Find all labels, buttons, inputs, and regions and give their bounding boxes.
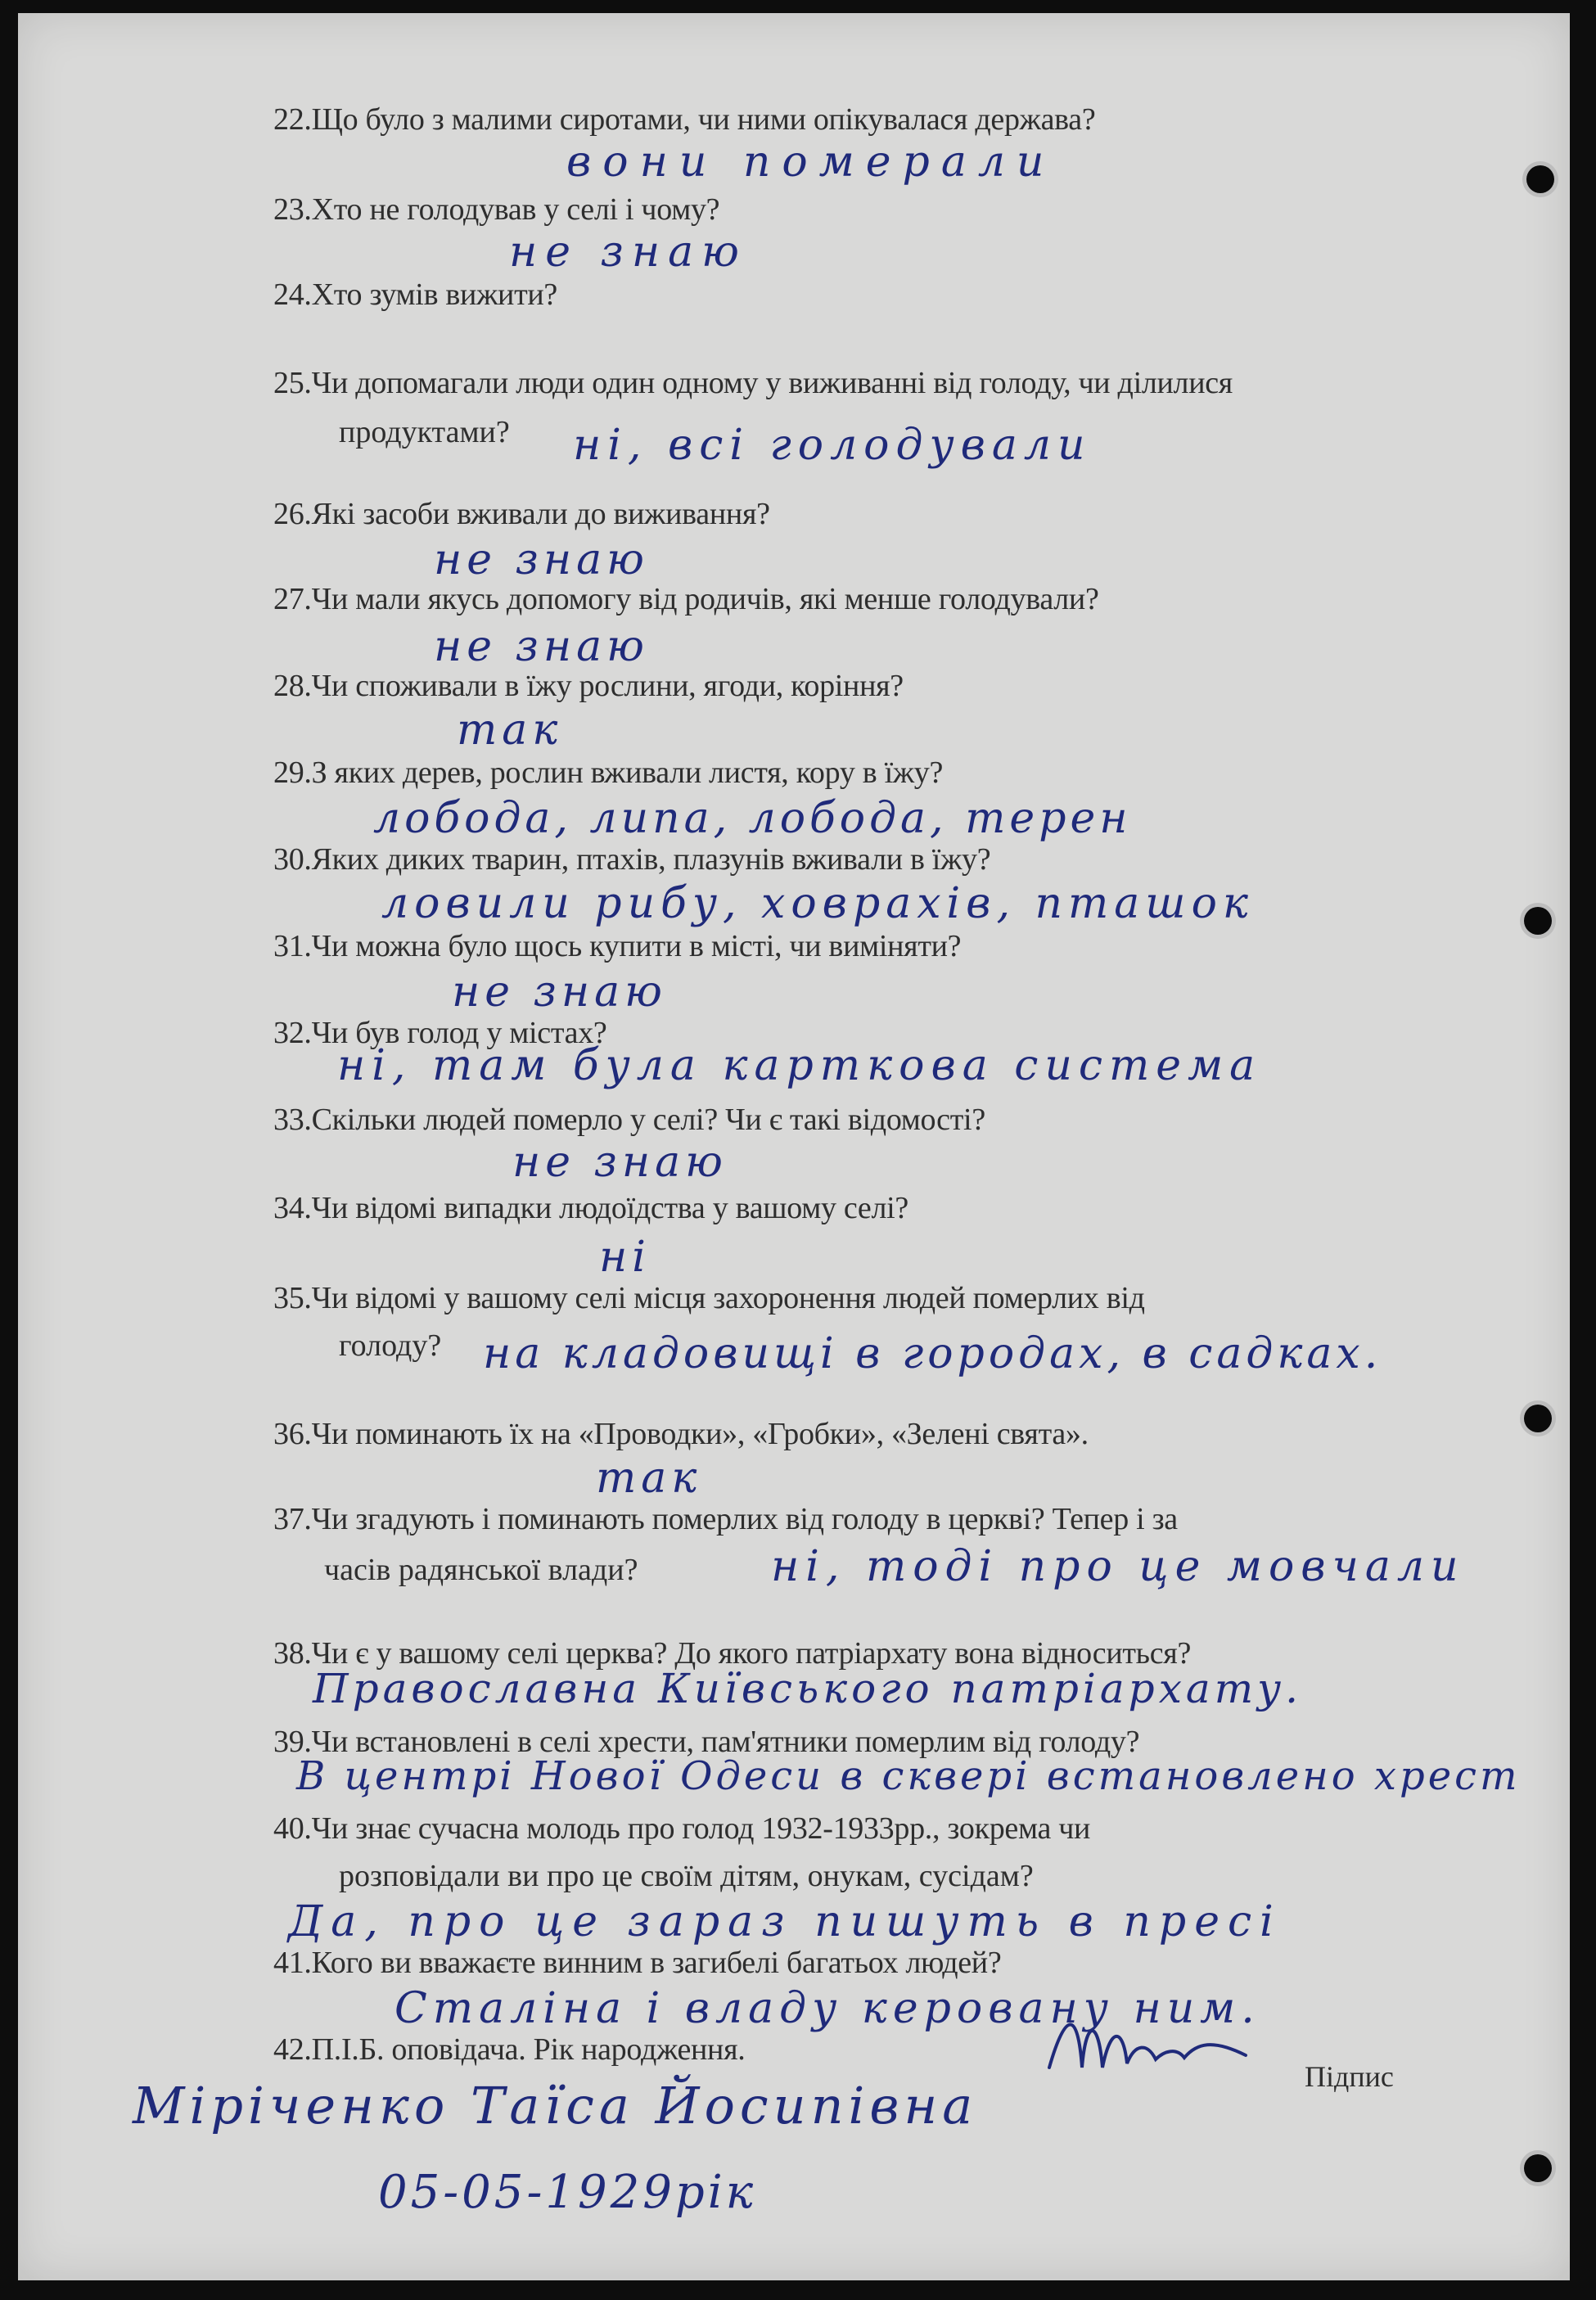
question-36: 36.Чи поминають їх на «Проводки», «Гробки», «Зелені свята».: [273, 1417, 1089, 1451]
answer-27: не знаю: [434, 622, 649, 671]
signature-mark: [1041, 1994, 1254, 2092]
answer-38: Православна Київського патріархату.: [313, 1665, 1303, 1712]
answer-40: Да, про це зараз пишуть в пресі: [288, 1897, 1282, 1946]
question-34: 34.Чи відомі випадки людоїдства у вашому селі?: [273, 1191, 908, 1225]
answer-41: Сталіна і владу керовану ним.: [394, 1984, 1260, 2033]
question-41: 41.Кого ви вважаєте винним в загибелі багатьох людей?: [273, 1946, 1002, 1980]
narrator-birth-date: 05-05-1929рік: [378, 2166, 757, 2219]
punch-hole: [1524, 907, 1552, 935]
question-31: 31.Чи можна було щось купити в місті, чи виміняти?: [273, 929, 962, 963]
punch-hole: [1526, 165, 1554, 193]
document-page: [18, 13, 1570, 2280]
answer-39: В центрі Нової Одеси в сквері встановлено хрест: [296, 1753, 1521, 1799]
question-40: 40.Чи знає сучасна молодь про голод 1932-1933рр., зокрема чи: [273, 1811, 1091, 1846]
question-30: 30.Яких диких тварин, птахів, плазунів вживали в їжу?: [273, 842, 991, 877]
question-27: 27.Чи мали якусь допомогу від родичів, які менше голодували?: [273, 582, 1099, 616]
question-25: 25.Чи допомагали люди один одному у виживанні від голоду, чи ділилися: [273, 366, 1233, 400]
question-24: 24.Хто зумів вижити?: [273, 277, 557, 312]
question-40-continuation: розповідали ви про це своїм дітям, онукам, сусідам?: [339, 1859, 1034, 1893]
answer-26: не знаю: [434, 535, 649, 584]
question-37-continuation: часів радянської влади?: [324, 1553, 638, 1587]
question-29: 29.З яких дерев, рослин вживали листя, кору в їжу?: [273, 755, 944, 790]
question-35: 35.Чи відомі у вашому селі місця захоронення людей померлих від: [273, 1281, 1145, 1315]
answer-31: не знаю: [452, 967, 667, 1017]
answer-30: ловили рибу, ховрахів, пташок: [381, 879, 1254, 928]
answer-36: так: [596, 1454, 702, 1503]
answer-28: так: [457, 706, 563, 755]
signature-label: Підпис: [1305, 2060, 1394, 2093]
question-38: 38.Чи є у вашому селі церква? До якого патріархату вона відноситься?: [273, 1636, 1192, 1671]
narrator-name: Міріченко Таїса Йосипівна: [133, 2076, 978, 2135]
answer-22: вони померали: [566, 138, 1056, 187]
question-33: 33.Скільки людей померло у селі? Чи є такі відомості?: [273, 1103, 985, 1137]
punch-hole: [1524, 1405, 1552, 1432]
answer-25: ні, всі голодували: [573, 421, 1092, 470]
question-32: 32.Чи був голод у містах?: [273, 1016, 607, 1050]
question-25-continuation: продуктами?: [339, 415, 510, 449]
answer-23: не знаю: [509, 228, 747, 277]
question-37: 37.Чи згадують і поминають померлих від голоду в церкві? Тепер і за: [273, 1502, 1178, 1536]
question-28: 28.Чи споживали в їжу рослини, ягоди, коріння?: [273, 669, 904, 703]
answer-35: на кладовищі в городах, в садках.: [483, 1329, 1382, 1378]
answer-34: ні: [599, 1233, 651, 1282]
answer-32: ні, там була карткова система: [337, 1041, 1262, 1090]
question-42: 42.П.І.Б. оповідача. Рік народження.: [273, 2032, 746, 2067]
punch-hole: [1524, 2154, 1552, 2182]
question-23: 23.Хто не голодував у селі і чому?: [273, 192, 720, 227]
answer-33: не знаю: [512, 1138, 728, 1187]
answer-37: ні, тоді про це мовчали: [771, 1542, 1465, 1591]
question-35-continuation: голоду?: [339, 1328, 442, 1363]
answer-29: лобода, липа, лобода, терен: [373, 794, 1132, 843]
question-39: 39.Чи встановлені в селі хрести, пам'ятники померлим від голоду?: [273, 1725, 1140, 1759]
question-26: 26.Які засоби вживали до виживання?: [273, 497, 770, 531]
question-22: 22.Що було з малими сиротами, чи ними опікувалася держава?: [273, 102, 1096, 137]
